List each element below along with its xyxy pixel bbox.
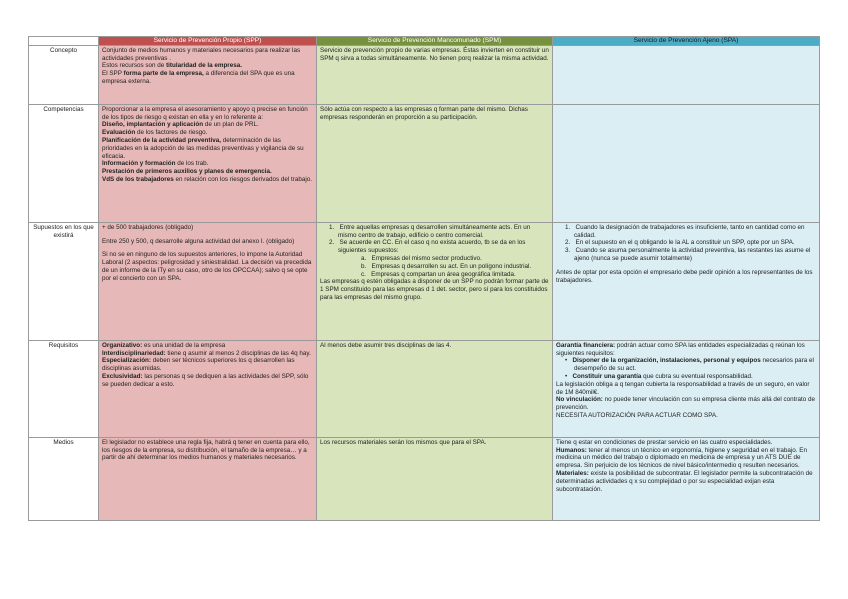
cell-competencias-spp (99, 104, 317, 222)
text: Interdisciplinariedad: tiene q asumir al menos 2 disciplinas de las 4q hay. (102, 349, 311, 357)
cell-competencias-spm (317, 104, 553, 222)
header-spm: Servicio de Prevención Mancomunado (SPM) (317, 37, 553, 46)
text: Humanos: tener al menos un técnico en ergonomía, higiene y seguridad en el trabajo. En medicina un médico del trabajo o diplomado en medicina de empresa y un ATS DUE de empresa. Sin perjuicio de los técnicos de nivel básico/intermedio q resulten necesarios. (556, 446, 807, 470)
header-row (29, 37, 820, 46)
text: Antes de optar por esta opción el empresario debe pedir opinión a los representantes de los trabajadores. (556, 268, 813, 284)
text: Estos recursos son de titularidad de la empresa. (102, 62, 243, 70)
row-label-requisitos: Requisitos (29, 340, 99, 437)
cell-requisitos-spm (317, 340, 553, 437)
list-item: b. Empresas q desarrollen su act. En un polígono industrial. (361, 262, 532, 270)
cell-concepto-spm (317, 45, 553, 104)
text: + de 500 trabajadores (obligado) (102, 223, 194, 231)
list-item: 1. Entre aquellas empresas q desarrollen simultáneamente acts. En un mismo centro de trabajo, edificio o centro comercial. (329, 223, 531, 239)
list-item: a. Empresas del mismo sector productivo. (361, 254, 482, 262)
header-empty (29, 37, 99, 46)
cell-competencias-spa (553, 104, 820, 222)
text: Materiales: existe la posibilidad de subcontratar. El legislador permite la subcontratación de determinadas actividades q x su complejidad o por su especialidad exijan esta subcontratación. (556, 469, 813, 493)
header-spp: Servicio de Prevención Propio (SPP) (99, 37, 317, 46)
text: Si no se en ninguno de los supuestos anteriores, lo impone la Autoridad Laboral (2 aspectos: peligrosidad y siniestralidad. La decisión va precedida de un informe de la ITy en su caso, otro de los OPCCAA); salvo q se opte por el concierto con un SPA. (102, 251, 312, 282)
text: Proporcionar a la empresa el asesoramiento y apoyo q precise en función de los tipos de riesgo q existan en ella y en lo referente a: (102, 105, 308, 121)
list-item: 2. Se acuerde en CC. En el caso q no exista acuerdo, tb se da en los siguientes supuestos: (329, 239, 526, 255)
text: Las empresas q estén obligadas a disponer de un SPP no podrán formar parte de 1 SPM constituido para las empresas d 1 det. sector, pero sí para los constituidos para las empresas del mismo grupo. (320, 278, 549, 301)
row-concepto (29, 45, 820, 104)
row-label-concepto: Concepto (29, 45, 99, 104)
list-item: 1. Cuando la designación de trabajadores es insuficiente, tanto en cantidad como en calidad. (565, 223, 805, 239)
cell-medios-spm (317, 437, 553, 520)
list-item: c. Empresas q compartan un área geográfica limitada. (361, 270, 516, 278)
list-item: 3. Cuando se asuma personalmente la actividad preventiva, las restantes las asume el ajeno (nunca se puede asumir totalmente) (565, 247, 811, 262)
text: Los recursos materiales serán los mismos que para el SPA. (320, 438, 487, 446)
text: Garantía financiera: podrán actuar como SPA las entidades especializadas q reúnan los siguientes requisitos: (556, 341, 805, 357)
text: Sólo actúa con respecto a las empresas q forman parte del mismo. Dichas empresas responderán en proporción a su participación. (320, 105, 528, 121)
text: No vinculación: no puede tener vinculación con su empresa cliente más allá del contrato de prevención. (556, 396, 816, 412)
header-spa: Servicio de Prevención Ajeno (SPA) (553, 37, 820, 46)
text: El legislador no establece una regla fija, habrá q tener en cuenta para ello, los riesgos de la empresa, su distribución, el tamaño de la empresa… y a partir de ahí determinar los medios humanos y materiales necesarios. (102, 438, 310, 462)
cell-requisitos-spp (99, 340, 317, 437)
text: Entre 250 y 500, q desarrolle alguna actividad del anexo I. (obligado) (102, 237, 295, 245)
comparison-table (28, 36, 820, 521)
text: Conjunto de medios humanos y materiales necesarios para realizar las actividades preventivas . (102, 46, 301, 62)
cell-concepto-spa (553, 45, 820, 104)
cell-supuestos-spa (553, 222, 820, 340)
row-competencias (29, 104, 820, 222)
list-item: • Disponer de la organización, instalaciones, personal y equipos necesarios para el desempeño de su act. (565, 357, 814, 373)
text: El SPP forma parte de la empresa, a diferencia del SPA que es una empresa externa. (102, 70, 295, 85)
text: Exclusividad: las personas q se dediquen a las actividades del SPP, sólo se pueden dedicar a esto. (102, 372, 309, 388)
text: Al menos debe asumir tres disciplinas de las 4. (320, 341, 452, 349)
row-medios (29, 437, 820, 520)
cell-requisitos-spa (553, 340, 820, 437)
list-item: 2. En el supuesto en el q obligando le la AL a constituir un SPP, opte por un SPA. (565, 239, 795, 247)
row-label-medios: Medios (29, 437, 99, 520)
text: NECESITA AUTORIZACIÓN PARA ACTUAR COMO SPA. (556, 411, 718, 419)
text: Planificación de la actividad preventiva, determinación de las prioridades en la adopción de las medidas preventivas y vigilancia de su eficacia. (102, 136, 304, 160)
cell-medios-spp (99, 437, 317, 520)
cell-supuestos-spm (317, 222, 553, 340)
cell-concepto-spp (99, 45, 317, 104)
text: La legislación obliga a q tengan cubierta la responsabilidad a través de un seguro, en valor de 1M 840mil€. (556, 380, 810, 396)
row-label-competencias: Competencias (29, 104, 99, 222)
text: Servicio de prevención propio de varias empresas. Éstas invierten en constituir un SPM q sirva a todas simultáneamente. No tienen porq realizar la misma actividad. (320, 46, 549, 62)
list-item: • Constituir una garantía que cubra su eventual responsabilidad. (565, 372, 753, 380)
cell-supuestos-spp (99, 222, 317, 340)
text: Información y formación de los trab. (102, 160, 209, 168)
text: Diseño, implantación y aplicación de un plan de PRL. (102, 121, 259, 129)
row-requisitos (29, 340, 820, 437)
row-label-supuestos: Supuestos en los que existirá (29, 222, 99, 340)
text: Organizativo: es una unidad de la empresa (102, 341, 226, 349)
row-supuestos (29, 222, 820, 340)
text: Prestación de primeros auxilios y planes de emergencia. (102, 168, 272, 176)
text: Especialización: deben ser técnicos superiores los q desarrollen las disciplinas asumidas. (102, 357, 295, 373)
text: Evaluación de los factores de riesgo. (102, 129, 208, 137)
cell-medios-spa (553, 437, 820, 520)
text: Tiene q estar en condiciones de prestar servicio en las cuatro especialidades. (556, 438, 773, 446)
text: VdS de los trabajadores en relación con los riesgos derivados del trabajo. (102, 175, 313, 183)
